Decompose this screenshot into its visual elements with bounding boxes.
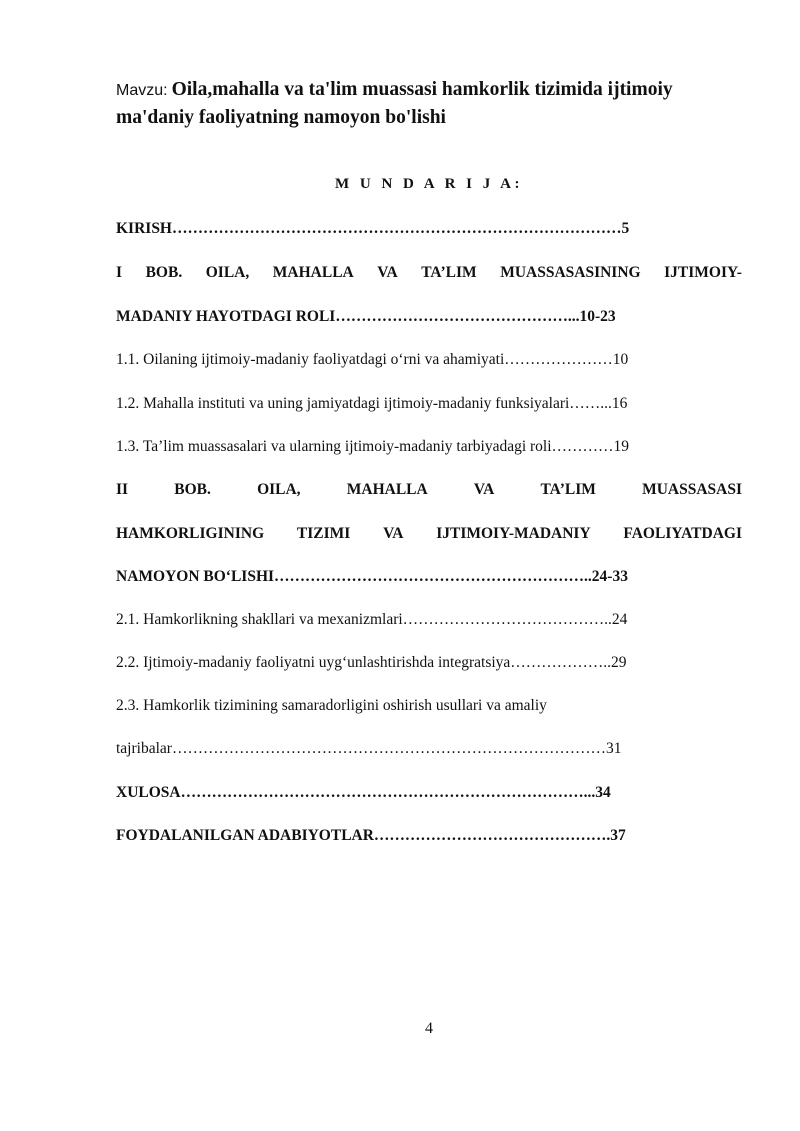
- toc-word: II: [116, 481, 129, 498]
- toc-word: MUASSASASI: [642, 481, 742, 498]
- toc-word: MAHALLA: [346, 481, 428, 498]
- toc-word: VA: [377, 264, 398, 281]
- toc-section-2-1: 2.1. Hamkorlikning shakllari va mexanizmlari…………………………………..24: [116, 611, 628, 628]
- toc-intro: KIRISH……………………………………………………………………………5: [116, 220, 630, 237]
- toc-section-2-3-line2: tajribalar…………………………………………………………………………31: [116, 740, 622, 757]
- topic-title-line2: ma'daniy faoliyatning namoyon bo'lishi: [116, 107, 446, 128]
- toc-chapter2-line1: [116, 481, 742, 499]
- toc-chapter1-line2: MADANIY HAYOTDAGI ROLI………………………………………...10-23: [116, 308, 616, 325]
- toc-word: VA: [473, 481, 495, 498]
- toc-word: MUASSASASINING: [500, 264, 641, 281]
- toc-section-2-2: 2.2. Ijtimoiy-madaniy faoliyatni uyg‘unlashtirishda integratsiya………………..29: [116, 654, 627, 671]
- toc-references: FOYDALANILGAN ADABIYOTLAR……………………………………….37: [116, 827, 626, 844]
- toc-section-1-3: 1.3. Ta’lim muassasalari va ularning ijtimoiy-madaniy tarbiyadagi roli…………19: [116, 438, 630, 455]
- toc-chapter2-line2: [116, 525, 742, 543]
- toc-chapter1-line1: [116, 264, 742, 282]
- toc-section-1-2: 1.2. Mahalla instituti va uning jamiyatdagi ijtimoiy-madaniy funksiyalari……...16: [116, 395, 628, 412]
- toc-word: BOB.: [145, 264, 183, 281]
- toc-word: TA’LIM: [540, 481, 596, 498]
- toc-word: BOB.: [174, 481, 211, 498]
- toc-word: FAOLIYATDAGI: [623, 525, 742, 542]
- toc-section-2-3-line1: 2.3. Hamkorlik tizimining samaradorligini oshirish usullari va amaliy: [116, 697, 547, 714]
- toc-word: HAMKORLIGINING: [116, 525, 265, 542]
- toc-word: MAHALLA: [272, 264, 354, 281]
- toc-word: I: [116, 264, 123, 281]
- topic-block: [116, 76, 756, 132]
- toc-section-1-1: 1.1. Oilaning ijtimoiy-madaniy faoliyatdagi o‘rni va ahamiyati…………………10: [116, 351, 629, 368]
- toc-word: IJTIMOIY-: [664, 264, 742, 281]
- topic-title-line1: Oila,mahalla va ta'lim muassasi hamkorlik tizimida ijtimoiy: [171, 79, 673, 100]
- topic-label: Mavzu:: [116, 82, 168, 99]
- toc-word: TIZIMI: [296, 525, 351, 542]
- toc-word: OILA,: [205, 264, 250, 281]
- toc-conclusion: XULOSA……………………………………………………………………...34: [116, 784, 611, 801]
- toc-word: IJTIMOIY-MADANIY: [436, 525, 591, 542]
- toc-word: TA’LIM: [421, 264, 477, 281]
- toc-chapter2-line3: NAMOYON BO‘LISHI……………………………………………………..24-33: [116, 568, 628, 585]
- toc-heading: M U N D A R I J A:: [334, 176, 523, 192]
- page-number: 4: [425, 1020, 433, 1037]
- toc-word: VA: [383, 525, 404, 542]
- toc-word: OILA,: [257, 481, 301, 498]
